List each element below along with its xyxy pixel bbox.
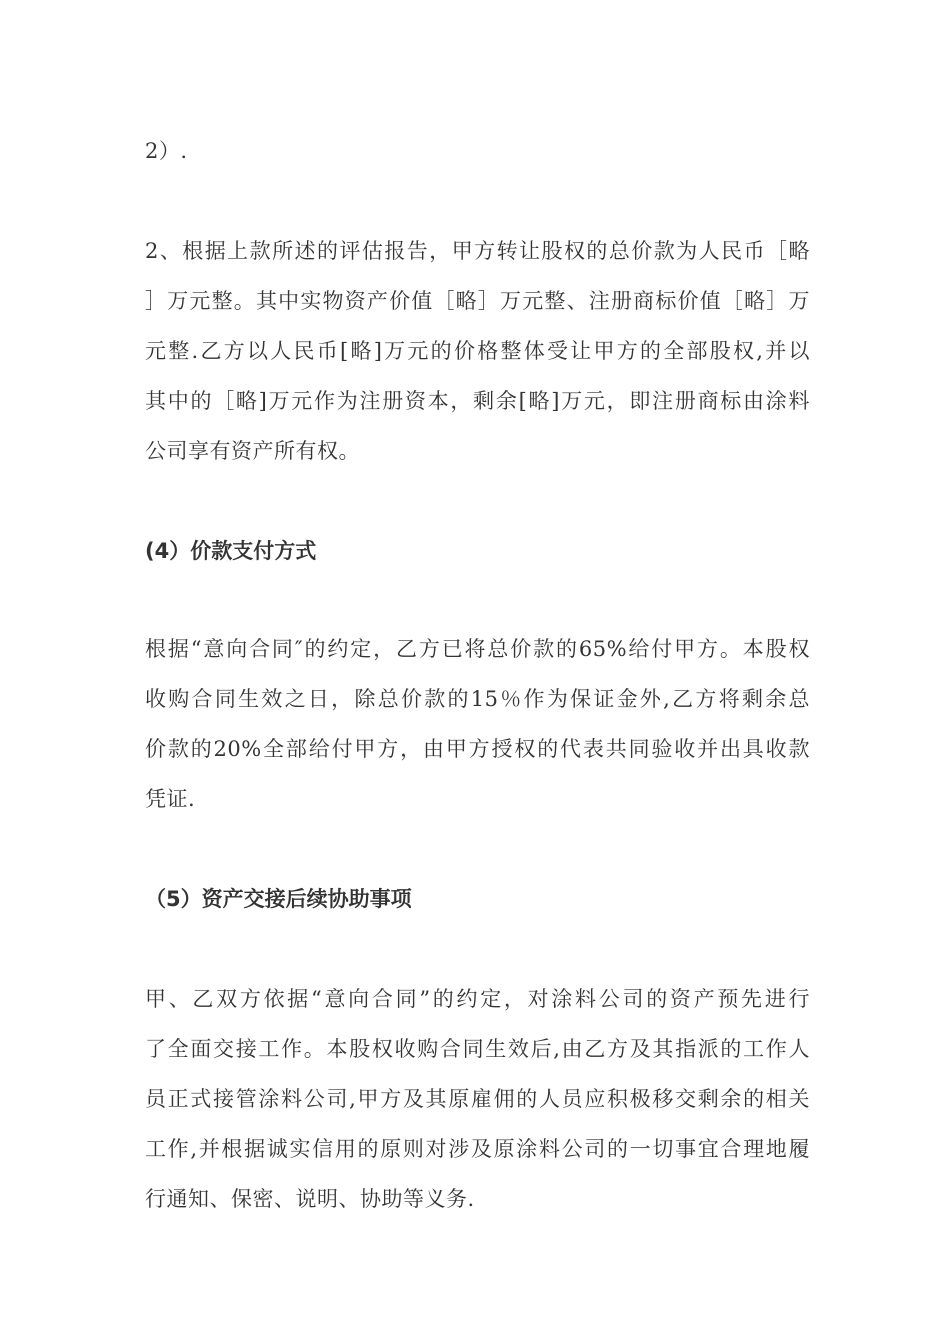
paragraph-handover [145,974,810,1224]
text-line: 其中的［略]万元作为注册资本，剩余[略]万元，即注册商标由涂料 [145,389,810,413]
text-line: 工作,并根据诚实信用的原则对涉及原涂料公司的一切事宜合理地履 [145,1137,810,1161]
text-line: 价款的20%全部给付甲方，由甲方授权的代表共同验收并出具收款 [145,737,810,761]
paragraph-payment [145,624,810,824]
text-line: 凭证. [145,787,196,811]
text-line: 根据“意向合同″的约定，乙方已将总价款的65%给付甲方。本股权 [145,637,810,661]
text-line: 收购合同生效之日，除总价款的15％作为保证金外,乙方将剩余总 [145,687,810,711]
paragraph-price-terms [145,226,810,476]
section-heading-payment: (4）价款支付方式 [145,539,317,563]
text-line: 2、根据上款所述的评估报告，甲方转让股权的总价款为人民币［略 [145,239,810,263]
text-line: 了全面交接工作。本股权收购合同生效后,由乙方及其指派的工作人 [145,1037,810,1061]
text-line: 元整.乙方以人民币[略]万元的价格整体受让甲方的全部股权,并以 [145,339,810,363]
text-line: 员正式接管涂料公司,甲方及其原雇佣的人员应积极移交剩余的相关 [145,1087,810,1111]
text-line: 甲、乙双方依据“意向合同”的约定，对涂料公司的资产预先进行 [145,987,810,1011]
fragment-top [145,126,810,176]
section-heading-handover: （5）资产交接后续协助事项 [145,887,412,911]
text-line: 公司享有资产所有权。 [145,439,360,463]
text-line: ］万元整。其中实物资产价值［略］万元整、注册商标价值［略］万 [145,289,810,313]
text-line: 行通知、保密、说明、协助等义务. [145,1187,475,1211]
text-line: 2）. [145,139,188,163]
